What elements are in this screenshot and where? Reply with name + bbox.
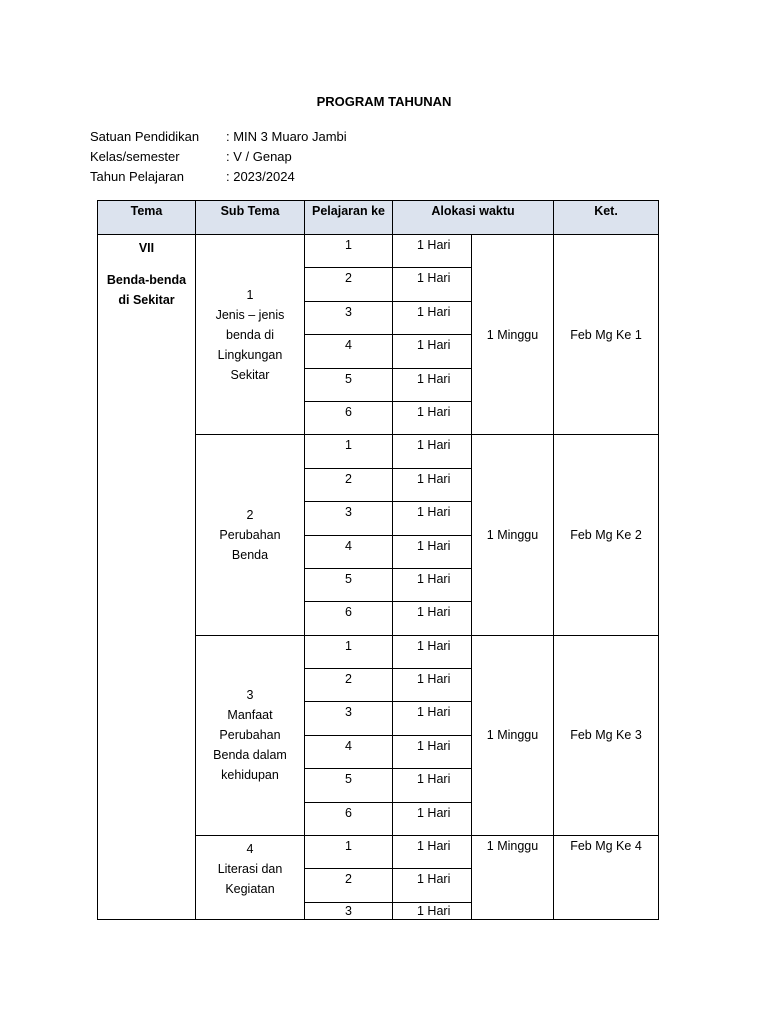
lesson-number: 2: [305, 268, 393, 301]
ket-cell: Feb Mg Ke 2: [554, 435, 659, 635]
subtema-cell: [196, 836, 305, 920]
lesson-number: 3: [305, 502, 393, 535]
lesson-number: 1: [305, 836, 393, 869]
lesson-number: 5: [305, 368, 393, 401]
subtema-cell: [196, 635, 305, 835]
lesson-time: 1 Hari: [393, 401, 472, 434]
lesson-number: 1: [305, 635, 393, 668]
ket-cell: Feb Mg Ke 3: [554, 635, 659, 835]
subtema-name: Literasi dan Kegiatan: [217, 862, 283, 897]
info-label: Satuan Pendidikan: [90, 129, 200, 144]
lesson-time: 1 Hari: [393, 602, 472, 635]
subtema-number: 2: [246, 508, 254, 523]
lesson-number: 3: [305, 702, 393, 735]
lesson-number: 4: [305, 535, 393, 568]
info-label: Kelas/semester: [90, 149, 180, 164]
ket-cell: Feb Mg Ke 4: [554, 836, 659, 920]
header-tema: Tema: [98, 201, 196, 235]
lesson-time: 1 Hari: [393, 702, 472, 735]
lesson-number: 6: [305, 602, 393, 635]
tema-name: Benda-benda di Sekitar: [106, 273, 187, 307]
info-value: : MIN 3 Muaro Jambi: [226, 129, 347, 144]
lesson-time: 1 Hari: [393, 335, 472, 368]
info-value: : V / Genap: [226, 149, 292, 164]
info-row-kelas: [90, 147, 347, 167]
subtema-name: Perubahan Benda: [219, 528, 281, 563]
lesson-time: 1 Hari: [393, 535, 472, 568]
header-pelajaran: Pelajaran ke: [305, 201, 393, 235]
subtema-name: Jenis – jenis benda di Lingkungan Sekitar: [215, 307, 285, 382]
lesson-time: 1 Hari: [393, 735, 472, 768]
table-header-row: [98, 201, 659, 235]
subtema-number: 4: [246, 842, 254, 857]
header-ket: Ket.: [554, 201, 659, 235]
lesson-time: 1 Hari: [393, 235, 472, 268]
lesson-number: 6: [305, 401, 393, 434]
subtema-number: 1: [246, 287, 254, 302]
lesson-number: 4: [305, 335, 393, 368]
lesson-time: 1 Hari: [393, 669, 472, 702]
page-title: PROGRAM TAHUNAN: [316, 94, 452, 109]
info-row-satuan: [90, 127, 347, 147]
lesson-time: 1 Hari: [393, 301, 472, 334]
duration-cell: 1 Minggu: [472, 836, 554, 920]
lesson-time: 1 Hari: [393, 568, 472, 601]
lesson-time: 1 Hari: [393, 502, 472, 535]
info-label: Tahun Pelajaran: [90, 169, 184, 184]
lesson-number: 6: [305, 802, 393, 835]
lesson-number: 4: [305, 735, 393, 768]
lesson-time: 1 Hari: [393, 802, 472, 835]
lesson-number: 3: [305, 902, 393, 919]
tema-cell: [98, 235, 196, 920]
ket-cell: Feb Mg Ke 1: [554, 235, 659, 435]
table-row: [98, 235, 659, 268]
lesson-number: 2: [305, 669, 393, 702]
duration-cell: 1 Minggu: [472, 635, 554, 835]
lesson-number: 5: [305, 568, 393, 601]
lesson-number: 5: [305, 769, 393, 802]
lesson-time: 1 Hari: [393, 869, 472, 902]
subtema-cell: [196, 435, 305, 635]
header-alokasi: Alokasi waktu: [393, 201, 554, 235]
lesson-time: 1 Hari: [393, 468, 472, 501]
lesson-number: 2: [305, 869, 393, 902]
subtema-cell: [196, 235, 305, 435]
lesson-time: 1 Hari: [393, 769, 472, 802]
lesson-time: 1 Hari: [393, 368, 472, 401]
lesson-number: 1: [305, 235, 393, 268]
document-info: [90, 127, 347, 187]
info-row-tahun: [90, 167, 347, 187]
lesson-time: 1 Hari: [393, 435, 472, 468]
lesson-number: 3: [305, 301, 393, 334]
table-body: [98, 235, 659, 920]
subtema-name: Manfaat Perubahan Benda dalam kehidupan: [213, 708, 287, 783]
lesson-time: 1 Hari: [393, 635, 472, 668]
header-sub-tema: Sub Tema: [196, 201, 305, 235]
lesson-number: 2: [305, 468, 393, 501]
lesson-time: 1 Hari: [393, 902, 472, 919]
tema-number: VII: [138, 241, 155, 255]
program-table: [97, 200, 659, 920]
lesson-time: 1 Hari: [393, 268, 472, 301]
duration-cell: 1 Minggu: [472, 235, 554, 435]
lesson-time: 1 Hari: [393, 836, 472, 869]
info-value: : 2023/2024: [226, 169, 295, 184]
duration-cell: 1 Minggu: [472, 435, 554, 635]
lesson-number: 1: [305, 435, 393, 468]
subtema-number: 3: [246, 688, 254, 703]
